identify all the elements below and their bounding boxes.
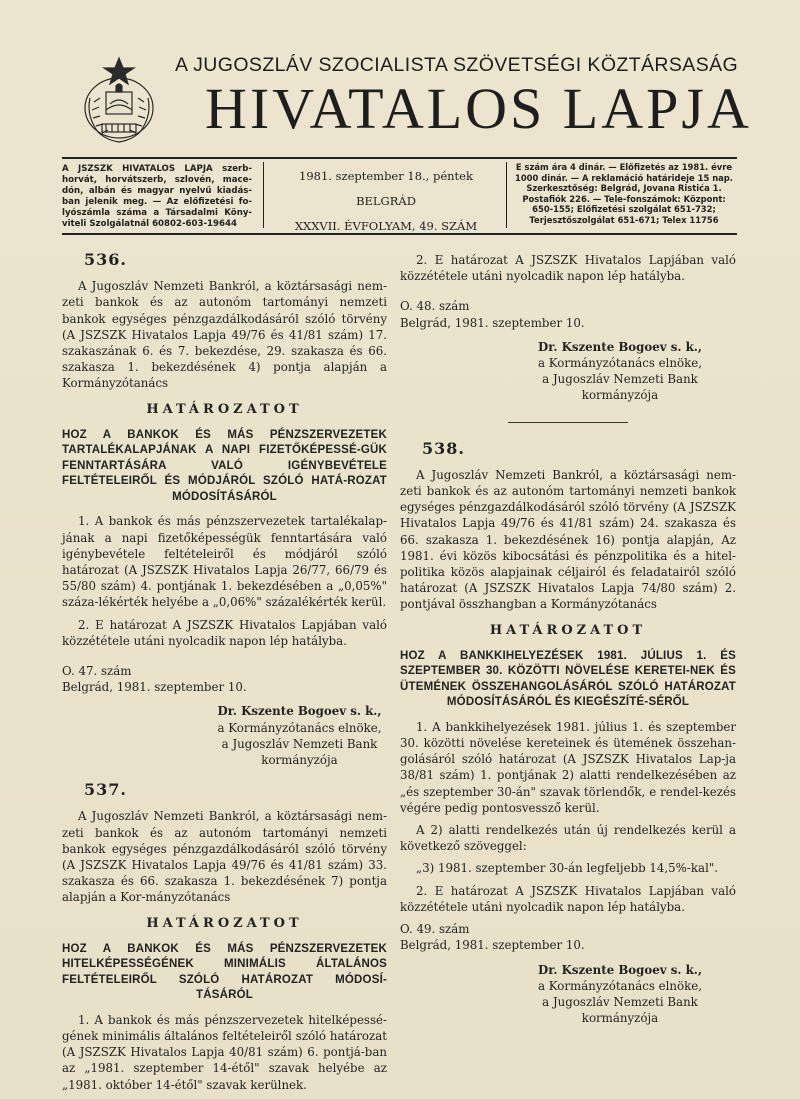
decision-subject: HOZ A BANKOK ÉS MÁS PÉNZSZERVEZETEK TARTALÉKALAPJÁNAK A NAPI FIZETŐKÉPESSÉ-GÜK FENNTARTÁSÁRA VALÓ IGÉNYBEVÉTELE FELTÉTELEIRŐL ÉS MÓDJÁRÓL SZÓLÓ HATÁ-ROZAT MÓDOSÍTÁSÁRÓL (62, 428, 387, 503)
paragraph: 1. A bankok és más pénzszervezetek tartalékalap-jának a napi fizetőképességük fenntartására való igénybevétele feltételeiről és módjáról szóló határozat (A JSZSZK Hivatalos Lapja 26/77, 66/79 és 55/80 szám) 4. pontjának 1. bekezdésében a „0,05%" száza-lékérték helyébe a „0,06%" százalékérték kerül. (62, 514, 387, 610)
signatory-role: a Jugoszláv Nemzeti Bank kormányzója (542, 994, 698, 1026)
republic-title: A JUGOSZLÁV SZOCIALISTA SZÖVETSÉGI KÖZTÁRSASÁG (175, 54, 739, 76)
signatory-name: Dr. Kszente Bogoev s. k., (538, 962, 702, 977)
signatory-role: a Kormányzótanács elnöke, (538, 356, 702, 371)
price-contact-info: E szám ára 4 dinár. — Előfizetés az 1981. évre 1000 dinár. — A reklamáció határideje 15 nap. Szerkesztőség: Belgrád, Jovana Ristića 1. Postafiók 226. — Tele-fonszámok: Központ: 650-155; Előfizetési szolgálat 651-732; Terjesztőszolgálat 651-671; Telex 11756 (515, 162, 733, 225)
decision-heading: HATÁROZATOT (489, 622, 647, 638)
decision-heading: HATÁROZATOT (146, 401, 303, 417)
left-column (62, 252, 387, 1099)
decision-subject: HOZ A BANKOK ÉS MÁS PÉNZSZERVEZETEK HITELKÉPESSÉGÉNEK MINIMÁLIS ÁLTALÁNOS FELTÉTELEIRŐL SZÓLÓ HATÁROZAT MÓDOSÍ-TÁSÁRÓL (62, 942, 387, 1002)
paragraph: 2. E határozat A JSZSZK Hivatalos Lapjában való közzététele utáni nyolcadik napon lép hatályba. (400, 253, 736, 284)
paragraph: 1. A bankkihelyezések 1981. július 1. és szeptember 30. közötti növelése kereteinek és ütemének összehan-golásáról szóló határozat (A JSZSZK Hivatalos Lap-ja 38/81 szám) 1. pontjának 2) alatti rendelkezésében az „és szeptember 30-án" szavak törlendők, e rendel-kezés végére pedig pontosvessző kerül. (400, 719, 736, 815)
issue-place-date: Belgrád, 1981. szeptember 10. (400, 938, 585, 953)
header-divider-left (263, 162, 264, 228)
issue-volume: XXXVII. ÉVFOLYAM, 49. SZÁM (294, 219, 478, 233)
decision-subject: HOZ A BANKKIHELYEZÉSEK 1981. JÚLIUS 1. ÉS SZEPTEMBER 30. KÖZÖTTI NÖVELÉSE KERETEI-NEK ÉS ÜTEMÉNEK ÖSSZEHANGOLÁSÁRÓL SZÓLÓ HATÁROZAT MÓDOSÍTÁSÁRÓL ÉS KIEGÉSZÍTÉ-SÉRŐL (400, 649, 736, 709)
header-top-rule (62, 157, 737, 159)
reference-number: O. 47. szám (62, 663, 132, 678)
issue-city: BELGRÁD (356, 194, 416, 208)
signatory-role: a Kormányzótanács elnöke, (538, 978, 702, 993)
section-separator (508, 422, 628, 423)
issue-place-date: Belgrád, 1981. szeptember 10. (62, 680, 247, 695)
state-emblem-icon (76, 52, 162, 148)
preamble: A Jugoszláv Nemzeti Bankról, a köztársasági nem-zeti bankok és az autonóm tartományi nemzeti bankok egységes pénzgazdálkodásáról szóló törvény (A JSZSZK Hivatalos Lapja 49/76 és 41/81 szám) 33. szakasza és 66. szakasza 1. bekezdésének 7) pontja alapján a Kor-mányzótanács (62, 809, 387, 905)
issue-place-date: Belgrád, 1981. szeptember 10. (400, 315, 585, 330)
signatory-role: a Jugoszláv Nemzeti Bank kormányzója (542, 372, 698, 403)
issue-info (275, 164, 497, 239)
subscription-info: A JSZSZK HIVATALOS LAPJA szerb-horvát, horvátszerb, szlovén, mace-dón, albán és magyar nyelvű kiadás-ban jelenik meg. — Az előfizetési fo-lyószámla száma a Társadalmi Köny-viteli Szolgálatnál 60802-603-19644 (62, 164, 252, 229)
paragraph: A 2) alatti rendelkezés után új rendelkezés kerül a következő szöveggel: (400, 823, 736, 854)
gazette-title: HIVATALOS LAPJA (205, 76, 752, 141)
signatory-name: Dr. Kszente Bogoev s. k., (538, 339, 702, 354)
reference-number: O. 49. szám (400, 922, 470, 937)
header-divider-right (506, 162, 507, 228)
article-number: 538. (422, 438, 465, 458)
signature-block (520, 962, 720, 1027)
signature-block (212, 703, 387, 768)
signatory-name: Dr. Kszente Bogoev s. k., (217, 704, 382, 719)
reference-number: O. 48. szám (400, 299, 470, 314)
issue-date: 1981. szeptember 18., péntek (299, 169, 473, 183)
article-number: 536. (84, 250, 127, 269)
decision-heading: HATÁROZATOT (146, 915, 303, 931)
signatory-role: a Kormányzótanács elnöke, (217, 720, 382, 735)
signature-block (520, 339, 720, 404)
paragraph: 2. E határozat A JSZSZK Hivatalos Lapjában való közzététele utáni nyolcadik napon lép hatályba. (400, 883, 736, 914)
preamble: A Jugoszláv Nemzeti Bankról, a köztársasági nem-zeti bankok és az autonóm tartományi nemzeti bankok egységes pénzgazdálkodásáról szóló törvény (A JSZSZK Hivatalos Lapja 49/76 és 41/81 szám) 17. szakaszának 6. és 7. bekezdése, 29. szakasza és 66. szakasza 1. bekezdésének 4) pontja alapján a Kormányzótanács (62, 279, 387, 391)
paragraph: „3) 1981. szeptember 30-án legfeljebb 14,5%-kal". (416, 861, 719, 876)
paragraph: 2. E határozat A JSZSZK Hivatalos Lapjában való közzététele utáni nyolcadik napon lép hatályba. (62, 617, 387, 648)
preamble: A Jugoszláv Nemzeti Bankról, a köztársasági nem-zeti bankok és az autonóm tartományi nemzeti bankok egységes pénzgazdálkodásáról szóló törvény (A JSZSZK Hivatalos Lapja 49/76 és 41/81 szám) 24. szakasza és 66. szakasza 1. bekezdésének 16) pontja alapján, Az 1981. évi közös kibocsátási és pénzpolitika és a hitel-politika közös alapjainak céljairól és feladatairól szóló határozat (A JSZSZK Hivatalos Lapja 74/80 szám) 2. pontjával összhangban a Kormányzótanács (400, 467, 736, 612)
signatory-role: a Jugoszláv Nemzeti Bank kormányzója (221, 736, 378, 767)
right-column (400, 252, 736, 1032)
article-number: 537. (84, 780, 127, 800)
paragraph: 1. A bankok és más pénzszervezetek hitelképessé-gének minimális általános feltételeiről szóló határozat (A JSZSZK Hivatalos Lapja 40/81 szám) 6. pontjá-ban az „1981. szeptember 14-étől" szavak helyébe az „1981. október 14-étől" szavak kerülnek. (62, 1012, 387, 1092)
